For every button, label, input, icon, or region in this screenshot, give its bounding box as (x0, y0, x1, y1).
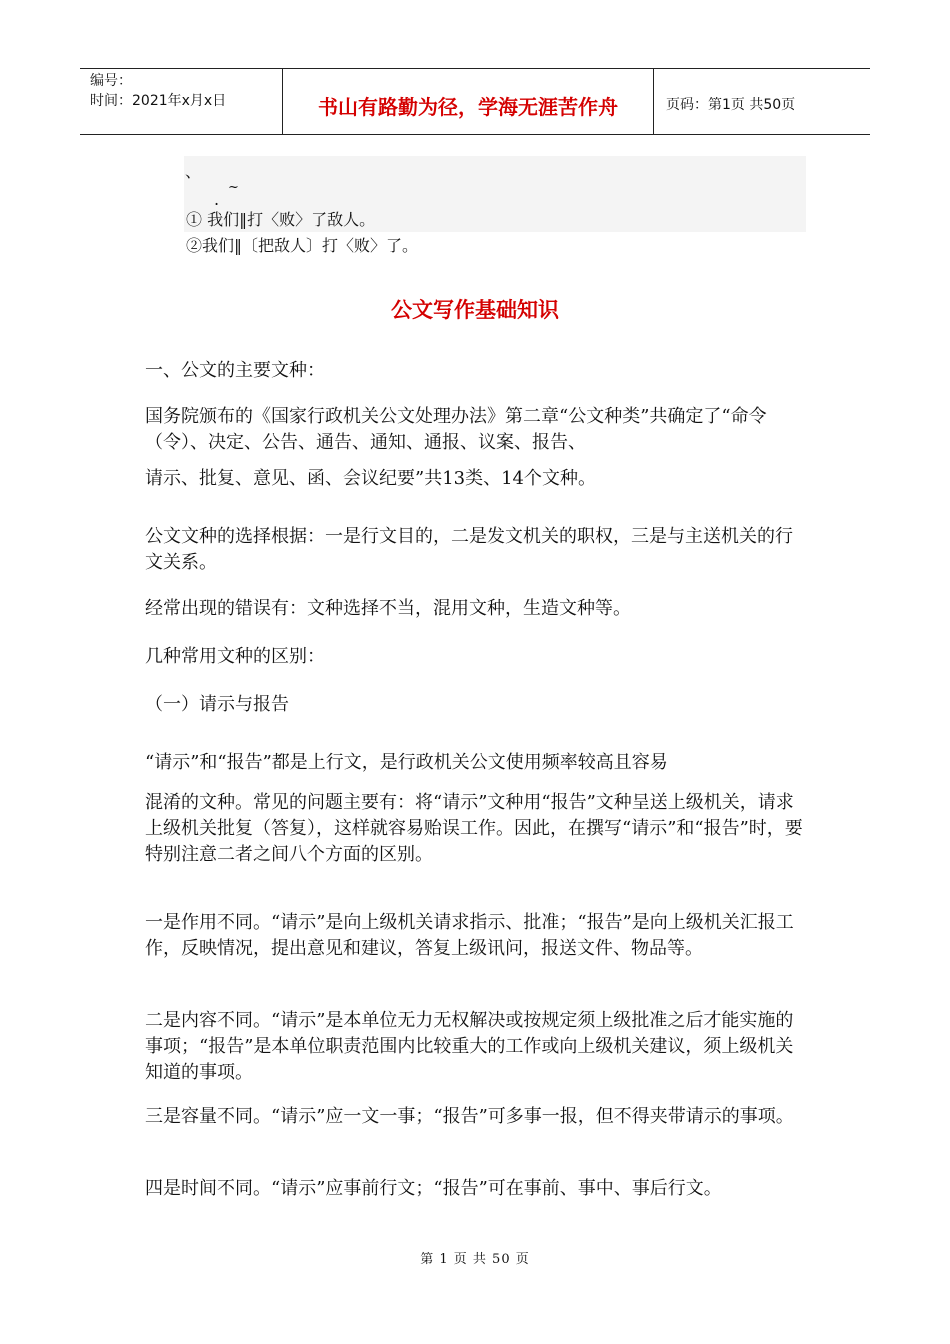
snippet-mark: 、 (185, 162, 202, 181)
paragraph: 国务院颁布的《国家行政机关公文处理办法》第二章“公文种类”共确定了“命令（令）、决定、公告、通告、通知、通报、议案、报告、 (145, 406, 767, 453)
paragraph: 四是时间不同。“请示”应事前行文；“报告”可在事前、事中、事后行文。 (145, 1178, 722, 1199)
paragraph: “请示”和“报告”都是上行文，是行政机关公文使用频率较高且容易 (145, 752, 668, 773)
page-header (80, 68, 870, 135)
document-title: 公文写作基础知识 (391, 298, 559, 322)
number-label: 编号： (90, 73, 132, 89)
paragraph: 二是内容不同。“请示”是本单位无力无权解决或按规定须上级批准之后才能实施的事项；“报告”是本单位职责范围内比较重大的工作或向上级机关建议，须上级机关知道的事项。 (145, 1010, 794, 1083)
snippet-line: ① 我们‖打〈败〉了敌人。 (186, 210, 376, 229)
header-motto: 书山有路勤为径，学海无涯苦作舟 (283, 69, 654, 134)
paragraph: 公文文种的选择根据：一是行文目的，二是发文机关的职权，三是与主送机关的行文关系。 (145, 526, 793, 573)
paragraph: 混淆的文种。常见的问题主要有：将“请示”文种用“报告”文种呈送上级机关，请求上级机关批复（答复），这样就容易贻误工作。因此，在撰写“请示”和“报告”时，要特别注意二者之间八个方面的区别。 (145, 792, 803, 865)
snippet-mark: . (214, 190, 220, 209)
subsection-heading: （一）请示与报告 (145, 694, 289, 715)
header-meta (80, 69, 283, 134)
page-footer: 第 1 页 共 50 页 (420, 1252, 530, 1267)
snippet-mark: ~ (228, 180, 239, 195)
header-page-info: 页码：第1页 共50页 (666, 96, 796, 113)
paragraph: 一是作用不同。“请示”是向上级机关请求指示、批准；“报告”是向上级机关汇报工作，反映情况，提出意见和建议，答复上级讯问，报送文件、物品等。 (145, 912, 794, 959)
section-heading: 一、公文的主要文种： (145, 360, 325, 381)
paragraph: 请示、批复、意见、函、会议纪要”共13类、14个文种。 (145, 468, 597, 489)
snippet-line: ②我们‖〔把敌人〕打〈败〉了。 (186, 236, 419, 255)
paragraph: 三是容量不同。“请示”应一文一事；“报告”可多事一报，但不得夹带请示的事项。 (145, 1106, 794, 1127)
paragraph: 经常出现的错误有：文种选择不当，混用文种，生造文种等。 (145, 598, 631, 619)
time-label: 时间：2021年x月x日 (90, 93, 227, 109)
paragraph: 几种常用文种的区别： (145, 646, 325, 667)
